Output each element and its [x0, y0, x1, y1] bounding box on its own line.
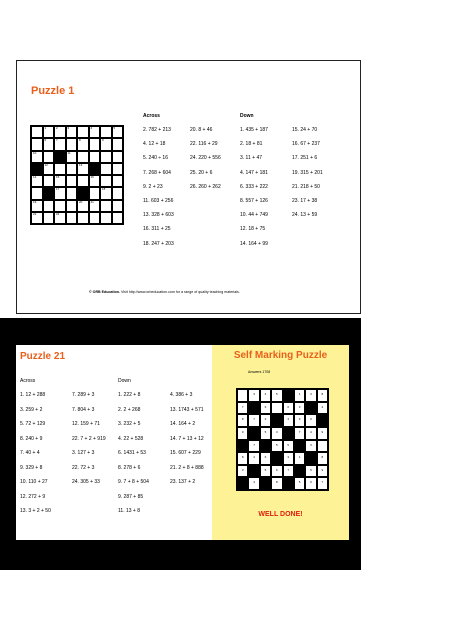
grid-cell	[43, 138, 55, 150]
grid-cell	[317, 389, 328, 402]
clue-number: 14	[33, 175, 37, 179]
clue-number: 11	[67, 150, 71, 155]
across-clue: 3. 127 + 3	[72, 450, 95, 456]
grid-cell	[112, 151, 124, 163]
grid-cell	[237, 402, 248, 415]
down-clue: 14. 164 + 99	[240, 240, 268, 247]
clue-number: 23	[56, 211, 60, 216]
across-clue: 10. 110 + 27	[20, 479, 48, 485]
grid-cell	[271, 440, 282, 453]
grid-cell	[54, 175, 66, 187]
answer-digit: 7	[321, 480, 324, 485]
clue-number: 2	[56, 126, 58, 130]
across-clue: 7. 268 + 604	[143, 169, 171, 176]
answer-digit: 0	[287, 404, 290, 409]
grid-cell	[89, 151, 101, 163]
down-clue: 10. 44 + 749	[240, 212, 268, 219]
grid-cell	[31, 138, 43, 150]
clue-number: 3	[67, 126, 70, 130]
grid-cell	[317, 477, 328, 490]
clue-number: 13	[79, 162, 83, 167]
answer-digit: 4	[321, 404, 324, 409]
down-clue: 24. 13 + 59	[292, 212, 318, 219]
down-clue: 9. 287 + 85	[118, 493, 144, 500]
down-clue: 9. 7 + 8 + 504	[118, 479, 149, 485]
grid-cell	[317, 452, 328, 465]
grid-cell	[100, 138, 112, 150]
answer-digit: 2	[264, 417, 267, 422]
grid-cell	[294, 427, 305, 440]
grid-cell	[31, 187, 43, 199]
across-clue: 8. 240 + 9	[20, 435, 43, 442]
grid-cell	[283, 452, 294, 465]
grid-cell	[66, 175, 78, 187]
grid-cell	[260, 414, 271, 427]
black-square	[260, 477, 271, 490]
self-marking-grid	[236, 388, 329, 491]
grid-cell	[305, 465, 316, 478]
answer-digit: 7	[241, 404, 244, 409]
grid-cell	[237, 452, 248, 465]
across-clue: 9. 329 + 8	[20, 464, 43, 471]
grid-cell	[89, 175, 101, 187]
answer-digit: 7	[253, 442, 255, 447]
clue-number: 20	[79, 199, 83, 204]
grid-cell	[43, 212, 55, 224]
grid-cell	[271, 427, 282, 440]
down-clue: 1. 222 + 8	[118, 392, 141, 398]
grid-cell	[89, 187, 101, 199]
grid-cell	[43, 126, 55, 138]
down-clue: 4. 22 + 528	[118, 435, 144, 442]
grid-cell	[43, 151, 55, 163]
grid-cell	[260, 389, 271, 402]
grid-cell	[248, 389, 259, 402]
across-clue: 9. 2 + 23	[143, 183, 163, 190]
grid-cell	[248, 477, 259, 490]
answer-digit: 5	[310, 467, 312, 472]
grid-cell	[248, 440, 259, 453]
answer-digit: 7	[287, 467, 290, 472]
grid-cell	[317, 427, 328, 440]
across-clue: 7. 289 + 3	[72, 392, 95, 398]
black-square	[271, 414, 282, 427]
grid-cell	[283, 402, 294, 415]
grid-cell	[77, 212, 89, 224]
answer-digit: 8	[321, 392, 324, 396]
puzzle-21-across-heading: Across	[20, 378, 36, 384]
grid-cell	[89, 138, 101, 150]
answer-digit: 0	[310, 417, 312, 422]
grid-cell	[31, 151, 43, 163]
puzzle-1-down-heading: Down	[240, 113, 254, 119]
answer-digit: 4	[253, 480, 255, 485]
puzzle-1-grid	[30, 125, 124, 225]
black-square	[237, 477, 248, 490]
black-square	[248, 427, 259, 440]
grid-cell	[31, 200, 43, 212]
answer-digit: 4	[253, 455, 255, 460]
black-square	[77, 187, 89, 199]
grid-cell	[77, 163, 89, 175]
grid-cell	[31, 175, 43, 187]
answer-digit: 9	[321, 429, 324, 434]
answer-digit: 5	[264, 467, 267, 472]
grid-cell	[260, 427, 271, 440]
black-square	[283, 427, 294, 440]
grid-cell	[100, 187, 112, 199]
down-clue: 3. 11 + 47	[240, 155, 263, 162]
down-clue: 4. 147 + 181	[240, 169, 268, 176]
grid-cell	[89, 200, 101, 212]
puzzle-1-card	[16, 60, 361, 314]
clue-number: 21	[90, 199, 94, 204]
grid-cell	[77, 175, 89, 187]
clue-number: 5	[113, 126, 116, 130]
grid-cell	[271, 389, 282, 402]
answer-digit: 5	[275, 442, 278, 447]
down-clue: 21. 2 + 8 + 888	[170, 464, 204, 471]
grid-cell	[100, 200, 112, 212]
grid-cell	[66, 212, 78, 224]
grid-cell	[260, 465, 271, 478]
across-clue: 22. 7 + 2 + 919	[72, 435, 106, 442]
black-square	[248, 402, 259, 415]
across-clue: 13. 3 + 2 + 50	[20, 508, 51, 514]
grid-cell	[54, 187, 66, 199]
grid-cell	[294, 414, 305, 427]
across-clue: 22. 72 + 3	[72, 464, 95, 471]
down-clue: 23. 17 + 38	[292, 198, 318, 204]
down-clue: 14. 164 + 2	[170, 421, 196, 427]
down-clue: 4. 386 + 3	[170, 392, 193, 398]
clue-number: 15	[56, 175, 60, 179]
answer-digit: 9	[321, 467, 324, 472]
across-clue: 7. 40 + 4	[20, 450, 40, 456]
down-clue: 15. 607 + 229	[170, 450, 201, 456]
answer-digit: 3	[310, 392, 312, 396]
grid-cell	[31, 126, 43, 138]
answer-digit: 5	[264, 429, 267, 434]
grid-cell	[317, 402, 328, 415]
answer-digit: 3	[241, 467, 244, 472]
grid-cell	[248, 452, 259, 465]
grid-cell	[66, 163, 78, 175]
down-clue: 8. 278 + 6	[118, 464, 141, 471]
grid-cell	[77, 151, 89, 163]
grid-cell	[305, 427, 316, 440]
answer-digit: 6	[264, 404, 267, 409]
grid-cell	[305, 389, 316, 402]
grid-cell	[100, 175, 112, 187]
grid-cell	[271, 402, 282, 415]
across-clue: 20. 8 + 46	[190, 127, 213, 133]
puzzle-1-clues	[143, 113, 353, 263]
puzzle-1-title: Puzzle 1	[31, 85, 75, 97]
grid-cell	[260, 452, 271, 465]
down-clue: 6. 1431 + 53	[118, 450, 146, 456]
across-clue: 12. 159 + 71	[72, 421, 100, 427]
across-clue: 4. 12 + 18	[143, 141, 166, 148]
answer-digit: 8	[275, 480, 278, 485]
puzzle-21-down-heading: Down	[118, 378, 131, 384]
clue-number: 6	[44, 138, 47, 143]
clue-number: 9	[102, 138, 104, 143]
down-clue: 23. 137 + 2	[170, 479, 196, 485]
across-clue: 22. 116 + 29	[190, 141, 218, 148]
down-clue: 3. 232 + 5	[118, 421, 141, 427]
grid-cell	[77, 200, 89, 212]
answer-digit: 4	[287, 417, 290, 422]
down-clue: 2. 2 + 268	[118, 406, 141, 413]
down-clue: 12. 18 + 75	[240, 226, 266, 233]
down-clue: 15. 24 + 70	[292, 127, 318, 133]
clue-number: 18	[102, 187, 106, 192]
grid-cell	[294, 389, 305, 402]
grid-cell	[31, 212, 43, 224]
clue-number: 12	[44, 162, 48, 167]
answer-digit: 1	[298, 392, 301, 396]
answer-digit: 7	[253, 417, 255, 422]
answer-digit: 8	[241, 417, 244, 422]
black-square	[248, 465, 259, 478]
grid-cell	[100, 151, 112, 163]
across-clue: 7. 804 + 3	[72, 406, 95, 413]
grid-cell	[248, 414, 259, 427]
across-clue: 3. 259 + 2	[20, 406, 43, 413]
black-square	[89, 163, 101, 175]
down-clue: 14. 7 + 13 + 12	[170, 435, 204, 442]
grid-cell	[77, 126, 89, 138]
black-square	[305, 402, 316, 415]
across-clue: 24. 305 + 33	[72, 479, 100, 485]
grid-cell	[237, 465, 248, 478]
answer-digit: 4	[310, 429, 312, 434]
down-clue: 8. 557 + 126	[240, 198, 268, 204]
grid-cell	[66, 126, 78, 138]
grid-cell	[260, 402, 271, 415]
puzzle-21-title: Puzzle 21	[20, 351, 66, 362]
grid-cell	[271, 465, 282, 478]
across-clue: 12. 272 + 9	[20, 493, 46, 500]
answer-digit: 8	[321, 455, 324, 460]
down-clue: 11. 13 + 8	[118, 508, 141, 514]
across-clue: 18. 247 + 203	[143, 240, 174, 247]
puzzle-21-card	[16, 345, 212, 540]
grid-cell	[77, 138, 89, 150]
grid-cell	[294, 402, 305, 415]
clue-number: 7	[56, 138, 58, 143]
puzzle-21-clues	[20, 378, 208, 538]
answer-digit: 5	[287, 442, 290, 447]
puzzle-1-footer	[89, 290, 240, 294]
down-clue: 17. 251 + 6	[292, 155, 318, 162]
clue-number: 17	[56, 187, 60, 192]
grid-cell	[317, 465, 328, 478]
across-clue: 5. 240 ÷ 16	[143, 155, 168, 162]
grid-cell	[66, 151, 78, 163]
black-square	[317, 414, 328, 427]
footer-text: Visit http://www.orbeducation.com for a range of quality teaching materials.	[121, 290, 240, 294]
grid-cell	[305, 477, 316, 490]
grid-cell	[271, 477, 282, 490]
grid-cell	[283, 414, 294, 427]
footer-brand: © ORB Education.	[89, 290, 120, 294]
grid-cell	[100, 126, 112, 138]
grid-cell	[283, 440, 294, 453]
grid-cell	[54, 163, 66, 175]
clue-number: 8	[79, 138, 81, 143]
grid-cell	[112, 126, 124, 138]
grid-cell	[305, 440, 316, 453]
grid-cell	[66, 138, 78, 150]
answer-digit: 8	[241, 455, 244, 460]
grid-cell	[112, 175, 124, 187]
across-clue: 16. 311 + 25	[143, 226, 171, 233]
down-clue: 21. 218 + 50	[292, 183, 320, 190]
down-clue: 1. 435 + 187	[240, 127, 268, 133]
black-square	[260, 440, 271, 453]
clue-number: 19	[33, 199, 37, 204]
down-clue: 2. 18 + 81	[240, 141, 263, 148]
grid-cell	[66, 187, 78, 199]
answer-digit: 7	[298, 429, 301, 434]
black-square	[283, 477, 294, 490]
black-square	[31, 163, 43, 175]
answer-digit: 0	[310, 480, 312, 485]
grid-cell	[112, 200, 124, 212]
black-square	[237, 440, 248, 453]
grid-cell	[54, 138, 66, 150]
grid-cell	[237, 414, 248, 427]
black-square	[283, 389, 294, 402]
black-square	[271, 452, 282, 465]
answer-digit: 3	[287, 455, 290, 460]
answer-digit: 5	[298, 480, 301, 485]
across-clue: 24. 220 + 556	[190, 155, 221, 162]
grid-cell	[43, 175, 55, 187]
answer-digit: 0	[241, 429, 244, 434]
answer-digit: 5	[275, 392, 278, 396]
grid-cell	[237, 427, 248, 440]
grid-cell	[317, 440, 328, 453]
grid-cell	[112, 187, 124, 199]
grid-cell	[294, 452, 305, 465]
grid-cell	[54, 200, 66, 212]
across-clue: 11. 603 + 256	[143, 198, 174, 204]
puzzle-1-across-heading: Across	[143, 113, 160, 119]
across-clue: 2. 782 + 213	[143, 127, 171, 133]
black-square	[294, 440, 305, 453]
grid-cell	[112, 138, 124, 150]
across-clue: 13. 328 + 603	[143, 212, 174, 219]
black-square	[305, 452, 316, 465]
down-clue: 16. 67 + 237	[292, 141, 320, 148]
black-square	[294, 465, 305, 478]
grid-cell	[54, 126, 66, 138]
self-marking-title: Self Marking Puzzle	[233, 350, 328, 361]
grid-cell	[305, 414, 316, 427]
answer-digit: 6	[275, 467, 278, 472]
grid-cell	[283, 465, 294, 478]
across-clue: 1. 12 + 288	[20, 392, 46, 398]
grid-cell	[54, 212, 66, 224]
grid-cell	[100, 212, 112, 224]
grid-cell	[89, 126, 101, 138]
grid-cell	[43, 200, 55, 212]
answer-digit: 3	[298, 404, 301, 409]
answer-digit: 9	[298, 417, 301, 422]
clue-number: 22	[33, 211, 37, 216]
down-clue: 19. 315 + 201	[292, 169, 323, 176]
clue-number: 4	[90, 126, 93, 130]
down-clue: 13. 1743 + 571	[170, 406, 204, 413]
across-clue: 26. 260 + 262	[190, 183, 221, 190]
across-clue: 5. 72 + 129	[20, 421, 46, 427]
answer-digit: 1	[298, 455, 301, 460]
clue-number: 1	[44, 126, 47, 130]
grid-cell	[89, 212, 101, 224]
answer-digit: 3	[253, 392, 255, 396]
grid-cell	[43, 163, 55, 175]
well-done-text: WELL DONE!	[258, 511, 303, 518]
self-marking-subtitle: Answers 1708	[248, 370, 271, 374]
answer-digit: 4	[264, 392, 267, 396]
black-square	[43, 187, 55, 199]
black-square	[54, 151, 66, 163]
grid-cell	[100, 163, 112, 175]
clue-number: 10	[33, 150, 37, 155]
grid-cell	[112, 163, 124, 175]
across-clue: 25. 20 + 6	[190, 169, 213, 176]
grid-cell	[294, 477, 305, 490]
clue-number: 16	[90, 175, 94, 179]
grid-cell	[237, 389, 248, 402]
grid-cell	[66, 200, 78, 212]
answer-digit: 6	[264, 455, 267, 460]
answer-digit: 3	[275, 429, 278, 434]
self-marking-card	[212, 345, 349, 540]
answer-digit: 3	[310, 442, 312, 447]
down-clue: 6. 333 + 222	[240, 183, 268, 190]
grid-cell	[112, 212, 124, 224]
